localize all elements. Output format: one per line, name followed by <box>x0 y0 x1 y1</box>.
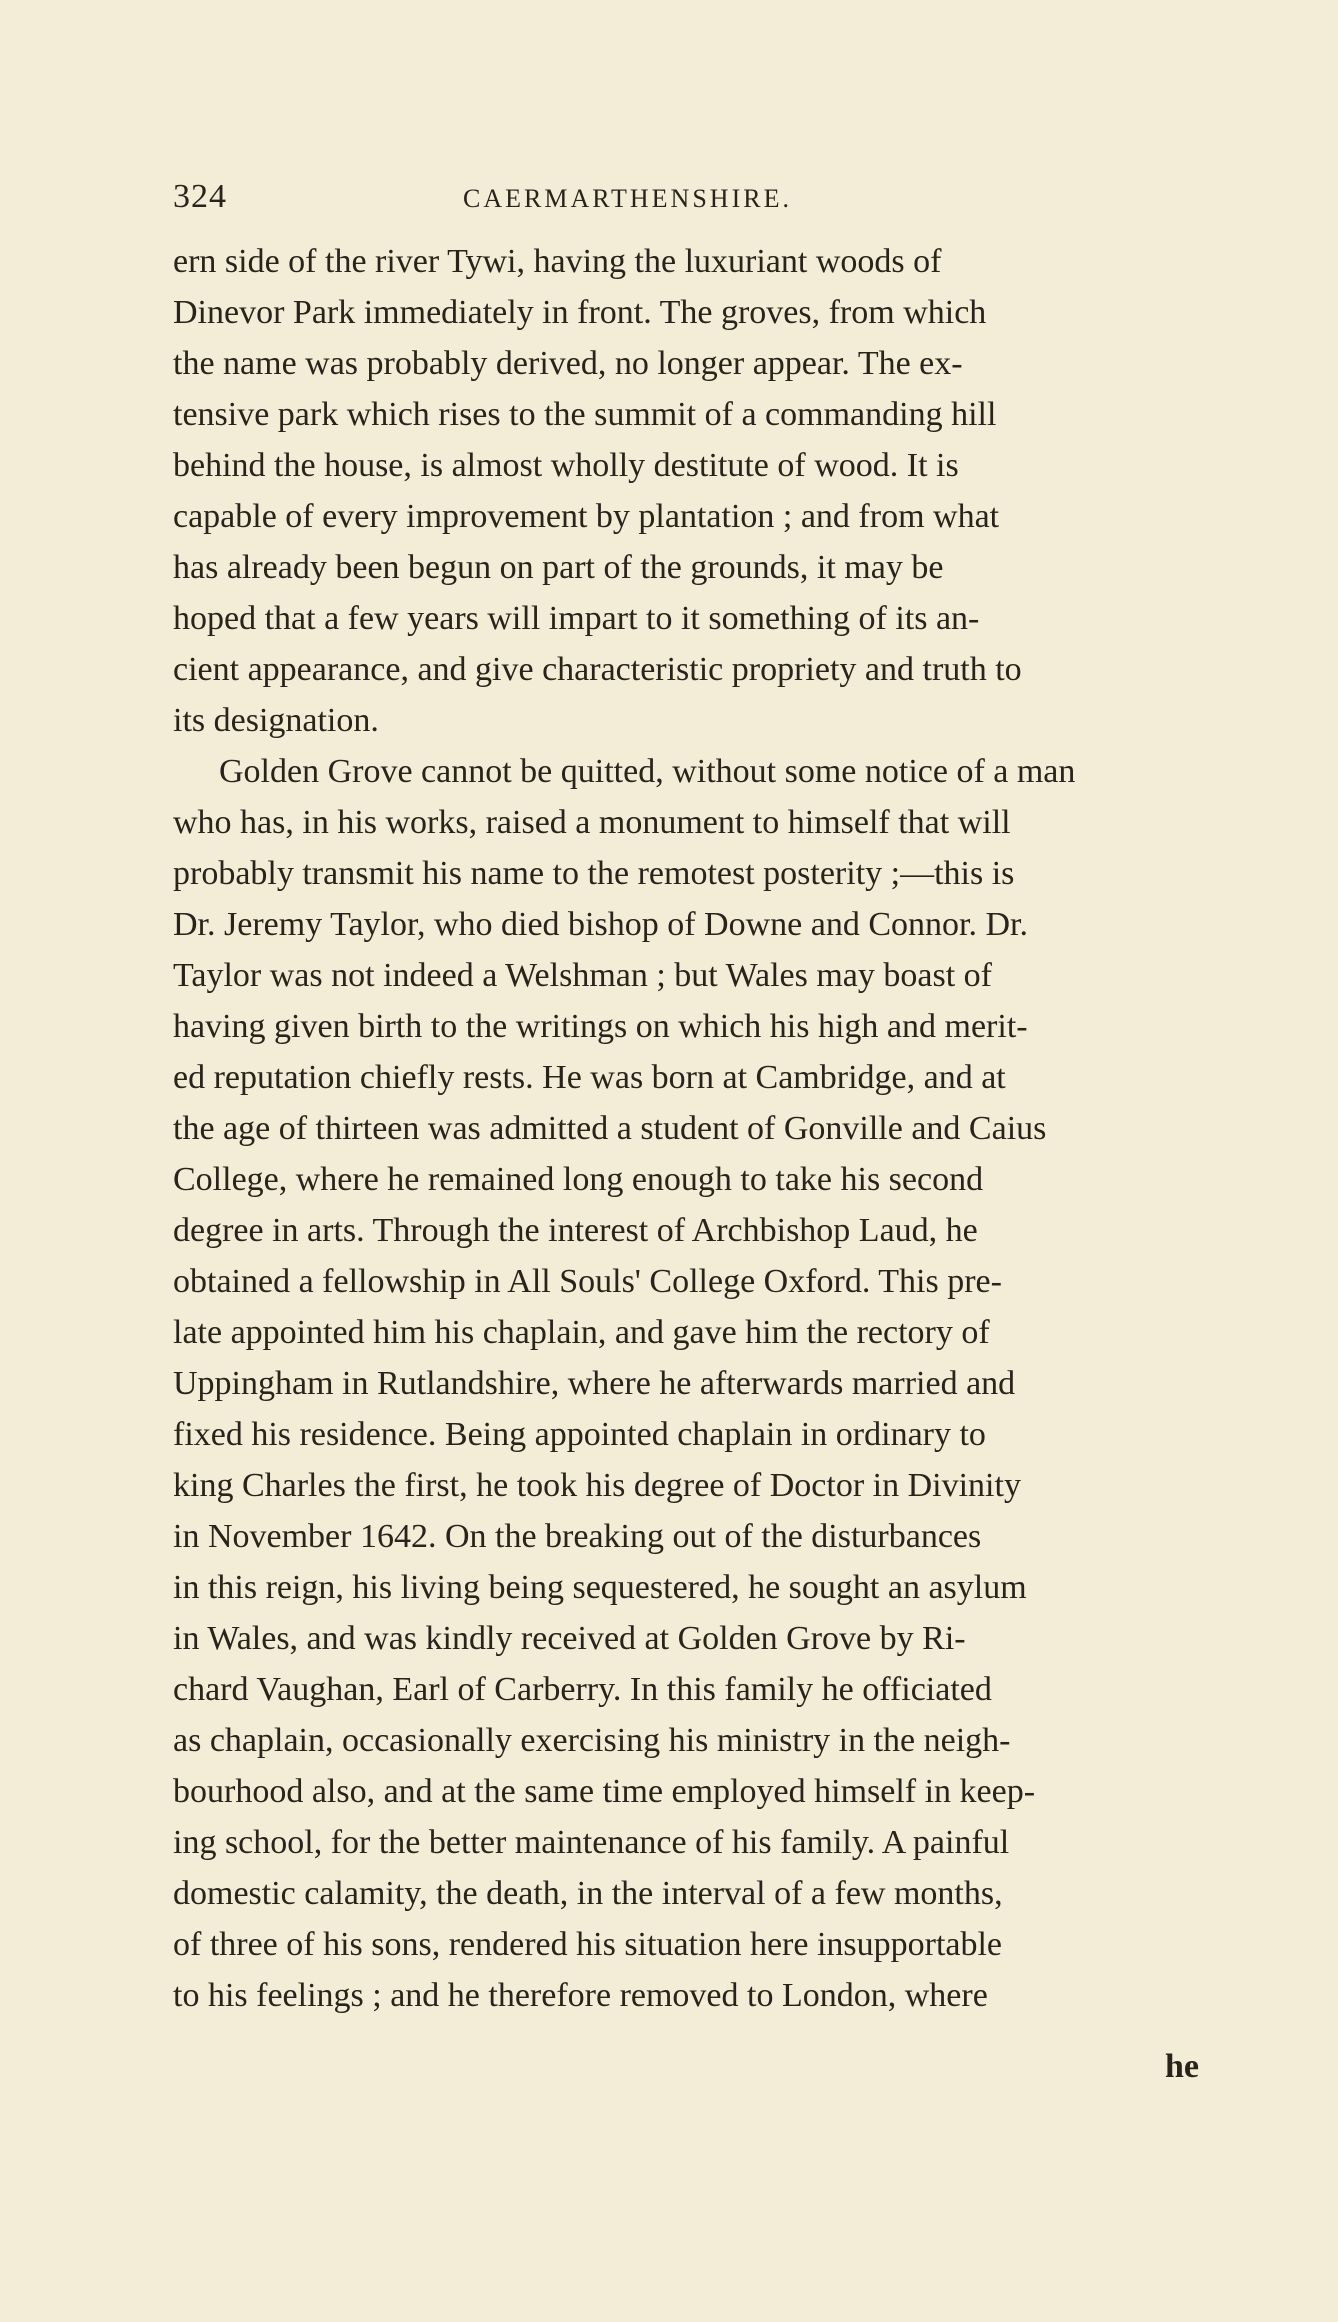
running-head: CAERMARTHENSHIRE. <box>463 184 792 213</box>
text-line: Taylor was not indeed a Welshman ; but Wales may boast of <box>173 957 992 994</box>
text-line: in Wales, and was kindly received at Golden Grove by Ri- <box>173 1620 966 1657</box>
text-line: capable of every improvement by plantation ; and from what <box>173 498 1000 535</box>
paragraph-start-line: Golden Grove cannot be quitted, without some notice of a man <box>219 753 1076 790</box>
text-line: probably transmit his name to the remotest posterity ;—this is <box>173 855 1015 892</box>
text-line: chard Vaughan, Earl of Carberry. In this family he officiated <box>173 1671 992 1708</box>
text-line: in this reign, his living being sequestered, he sought an asylum <box>173 1569 1027 1606</box>
text-line: College, where he remained long enough to take his second <box>173 1161 984 1198</box>
text-line: Dinevor Park immediately in front. The groves, from which <box>173 294 987 331</box>
text-line: Dr. Jeremy Taylor, who died bishop of Downe and Connor. Dr. <box>173 906 1028 943</box>
catchword: he <box>1165 2048 1199 2085</box>
text-line: degree in arts. Through the interest of Archbishop Laud, he <box>173 1212 978 1249</box>
text-line: to his feelings ; and he therefore removed to London, where <box>173 1977 988 2014</box>
text-line: the age of thirteen was admitted a student of Gonville and Caius <box>173 1110 1047 1147</box>
text-line: as chaplain, occasionally exercising his ministry in the neigh- <box>173 1722 1011 1759</box>
text-line: late appointed him his chaplain, and gave him the rectory of <box>173 1314 990 1351</box>
text-line: domestic calamity, the death, in the interval of a few months, <box>173 1875 1003 1912</box>
text-line: hoped that a few years will impart to it something of its an- <box>173 600 980 637</box>
text-line: the name was probably derived, no longer appear. The ex- <box>173 345 963 382</box>
text-line: obtained a fellowship in All Souls' College Oxford. This pre- <box>173 1263 1002 1300</box>
text-line: of three of his sons, rendered his situation here insupportable <box>173 1926 1003 1963</box>
text-line: in November 1642. On the breaking out of the disturbances <box>173 1518 982 1555</box>
text-line: having given birth to the writings on which his high and merit- <box>173 1008 1028 1045</box>
text-line: Uppingham in Rutlandshire, where he afterwards married and <box>173 1365 1016 1402</box>
text-line: has already been begun on part of the grounds, it may be <box>173 549 944 586</box>
text-line: ern side of the river Tywi, having the luxuriant woods of <box>173 243 942 280</box>
text-line: bourhood also, and at the same time employed himself in keep- <box>173 1773 1036 1810</box>
text-line: ed reputation chiefly rests. He was born at Cambridge, and at <box>173 1059 1006 1096</box>
text-line: king Charles the first, he took his degree of Doctor in Divinity <box>173 1467 1021 1504</box>
text-line: its designation. <box>173 702 379 739</box>
text-line: who has, in his works, raised a monument to himself that will <box>173 804 1011 841</box>
text-line: fixed his residence. Being appointed chaplain in ordinary to <box>173 1416 986 1453</box>
text-line: behind the house, is almost wholly destitute of wood. It is <box>173 447 959 484</box>
text-line: cient appearance, and give characteristic propriety and truth to <box>173 651 1022 688</box>
page-header <box>173 178 1273 226</box>
text-line: tensive park which rises to the summit of a commanding hill <box>173 396 997 433</box>
page-number: 324 <box>173 178 227 215</box>
text-line: ing school, for the better maintenance of his family. A painful <box>173 1824 1010 1861</box>
